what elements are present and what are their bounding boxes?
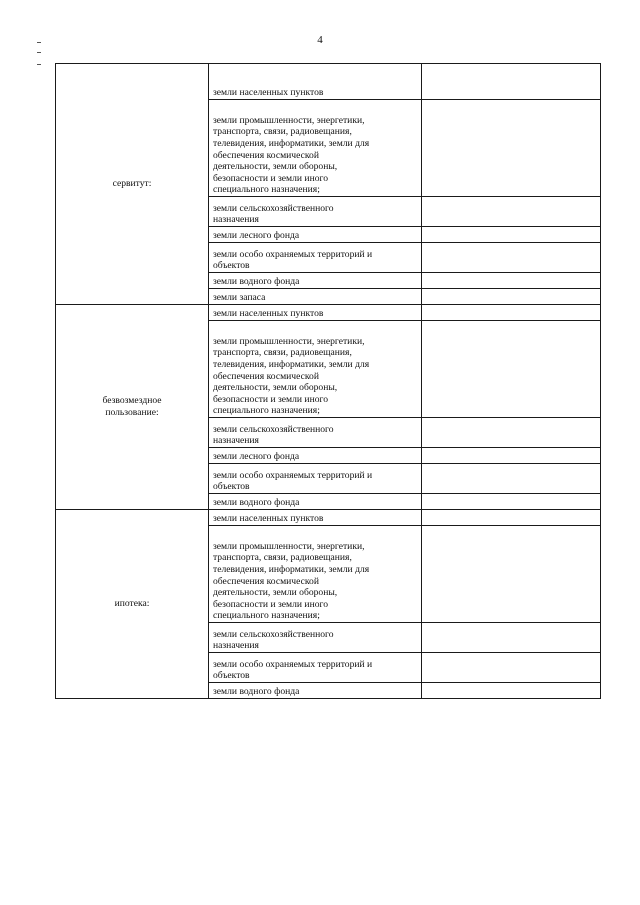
land-type-cell: земли населенных пунктов — [209, 305, 422, 321]
land-type-cell: земли особо охраняемых территорий и объектов — [209, 464, 422, 494]
land-type-cell: земли населенных пунктов — [209, 510, 422, 526]
value-cell — [422, 683, 601, 699]
value-cell — [422, 227, 601, 243]
value-cell — [422, 623, 601, 653]
land-type-cell: земли водного фонда — [209, 494, 422, 510]
land-type-cell: земли лесного фонда — [209, 227, 422, 243]
table-row — [56, 64, 601, 100]
value-cell — [422, 64, 601, 100]
table-row — [56, 305, 601, 321]
table-row — [56, 510, 601, 526]
land-type-cell: земли водного фонда — [209, 273, 422, 289]
land-type-cell: земли лесного фонда — [209, 448, 422, 464]
value-cell — [422, 305, 601, 321]
value-cell — [422, 653, 601, 683]
land-use-table — [55, 63, 601, 699]
scan-mark — [37, 52, 41, 53]
value-cell — [422, 418, 601, 448]
land-type-cell: земли водного фонда — [209, 683, 422, 699]
value-cell — [422, 321, 601, 418]
scan-mark — [37, 42, 41, 43]
value-cell — [422, 510, 601, 526]
category-cell — [56, 305, 209, 510]
value-cell — [422, 289, 601, 305]
category-cell — [56, 64, 209, 305]
land-type-cell: земли особо охраняемых территорий и объектов — [209, 653, 422, 683]
value-cell — [422, 494, 601, 510]
category-label: безвозмездное пользование: — [102, 395, 162, 418]
land-type-cell: земли промышленности, энергетики, транспорта, связи, радиовещания, телевидения, информатики, земли для обеспечения космической деятельности, земли обороны, безопасности и земли иного специального назначения; — [209, 526, 422, 623]
scan-mark — [37, 64, 41, 65]
land-type-cell: земли сельскохозяйственного назначения — [209, 418, 422, 448]
land-type-cell: земли особо охраняемых территорий и объектов — [209, 243, 422, 273]
category-cell — [56, 510, 209, 699]
land-type-cell: земли сельскохозяйственного назначения — [209, 197, 422, 227]
value-cell — [422, 526, 601, 623]
page-number: 4 — [317, 34, 323, 46]
category-label: сервитут: — [112, 178, 152, 190]
land-type-cell: земли запаса — [209, 289, 422, 305]
land-type-cell: земли сельскохозяйственного назначения — [209, 623, 422, 653]
land-type-cell: земли населенных пунктов — [209, 64, 422, 100]
value-cell — [422, 464, 601, 494]
land-type-cell: земли промышленности, энергетики, транспорта, связи, радиовещания, телевидения, информатики, земли для обеспечения космической деятельности, земли обороны, безопасности и земли иного специального назначения; — [209, 100, 422, 197]
value-cell — [422, 243, 601, 273]
value-cell — [422, 448, 601, 464]
land-type-cell: земли промышленности, энергетики, транспорта, связи, радиовещания, телевидения, информатики, земли для обеспечения космической деятельности, земли обороны, безопасности и земли иного специального назначения; — [209, 321, 422, 418]
value-cell — [422, 273, 601, 289]
value-cell — [422, 197, 601, 227]
category-label: ипотека: — [114, 598, 150, 610]
value-cell — [422, 100, 601, 197]
